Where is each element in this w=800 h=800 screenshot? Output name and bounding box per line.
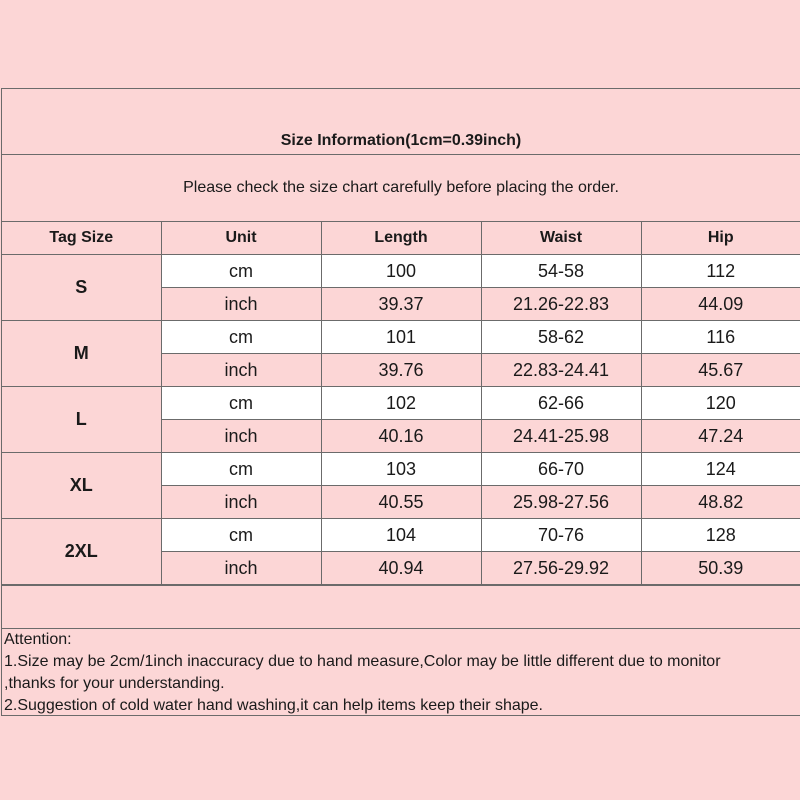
hip-cell: 50.39 bbox=[641, 552, 800, 585]
unit-cell: inch bbox=[161, 486, 321, 519]
hip-cell: 45.67 bbox=[641, 354, 800, 387]
length-cell: 40.94 bbox=[321, 552, 481, 585]
hip-cell: 120 bbox=[641, 387, 800, 420]
unit-cell: cm bbox=[161, 255, 321, 288]
waist-cell: 27.56-29.92 bbox=[481, 552, 641, 585]
table-row bbox=[2, 321, 800, 354]
hip-cell: 124 bbox=[641, 453, 800, 486]
table-header-row bbox=[2, 222, 800, 255]
attention-line-3: 2.Suggestion of cold water hand washing,it can help items keep their shape. bbox=[4, 697, 543, 714]
unit-cell: inch bbox=[161, 420, 321, 453]
waist-cell: 62-66 bbox=[481, 387, 641, 420]
waist-cell: 21.26-22.83 bbox=[481, 288, 641, 321]
hip-cell: 116 bbox=[641, 321, 800, 354]
length-cell: 40.55 bbox=[321, 486, 481, 519]
hip-cell: 128 bbox=[641, 519, 800, 552]
table-row bbox=[2, 519, 800, 552]
length-cell: 104 bbox=[321, 519, 481, 552]
size-table bbox=[2, 222, 800, 585]
attention-heading: Attention: bbox=[4, 631, 72, 648]
size-chart-sheet bbox=[1, 88, 800, 716]
length-cell: 101 bbox=[321, 321, 481, 354]
tag-size-cell: 2XL bbox=[2, 519, 161, 585]
chart-title: Size Information(1cm=0.39inch) bbox=[280, 132, 522, 149]
column-header-waist: Waist bbox=[481, 222, 641, 255]
unit-cell: inch bbox=[161, 354, 321, 387]
length-cell: 103 bbox=[321, 453, 481, 486]
table-row bbox=[2, 453, 800, 486]
spacer-row bbox=[2, 585, 800, 628]
hip-cell: 48.82 bbox=[641, 486, 800, 519]
title-row bbox=[2, 89, 800, 155]
unit-cell: cm bbox=[161, 519, 321, 552]
hip-cell: 44.09 bbox=[641, 288, 800, 321]
length-cell: 39.76 bbox=[321, 354, 481, 387]
notice-text: Please check the size chart carefully before placing the order. bbox=[183, 179, 619, 196]
length-cell: 100 bbox=[321, 255, 481, 288]
column-header-unit: Unit bbox=[161, 222, 321, 255]
attention-block bbox=[2, 628, 800, 716]
tag-size-cell: XL bbox=[2, 453, 161, 519]
unit-cell: cm bbox=[161, 453, 321, 486]
unit-cell: inch bbox=[161, 288, 321, 321]
notice-row bbox=[2, 155, 800, 222]
hip-cell: 47.24 bbox=[641, 420, 800, 453]
column-header-tag-size: Tag Size bbox=[2, 222, 161, 255]
waist-cell: 24.41-25.98 bbox=[481, 420, 641, 453]
length-cell: 102 bbox=[321, 387, 481, 420]
waist-cell: 22.83-24.41 bbox=[481, 354, 641, 387]
column-header-length: Length bbox=[321, 222, 481, 255]
waist-cell: 54-58 bbox=[481, 255, 641, 288]
column-header-hip: Hip bbox=[641, 222, 800, 255]
table-row bbox=[2, 387, 800, 420]
waist-cell: 70-76 bbox=[481, 519, 641, 552]
attention-line-2: ,thanks for your understanding. bbox=[4, 675, 225, 692]
waist-cell: 66-70 bbox=[481, 453, 641, 486]
table-row bbox=[2, 255, 800, 288]
unit-cell: inch bbox=[161, 552, 321, 585]
tag-size-cell: M bbox=[2, 321, 161, 387]
unit-cell: cm bbox=[161, 321, 321, 354]
unit-cell: cm bbox=[161, 387, 321, 420]
length-cell: 39.37 bbox=[321, 288, 481, 321]
tag-size-cell: L bbox=[2, 387, 161, 453]
tag-size-cell: S bbox=[2, 255, 161, 321]
waist-cell: 58-62 bbox=[481, 321, 641, 354]
waist-cell: 25.98-27.56 bbox=[481, 486, 641, 519]
attention-line-1: 1.Size may be 2cm/1inch inaccuracy due to hand measure,Color may be little different due to monitor bbox=[4, 653, 721, 670]
length-cell: 40.16 bbox=[321, 420, 481, 453]
hip-cell: 112 bbox=[641, 255, 800, 288]
